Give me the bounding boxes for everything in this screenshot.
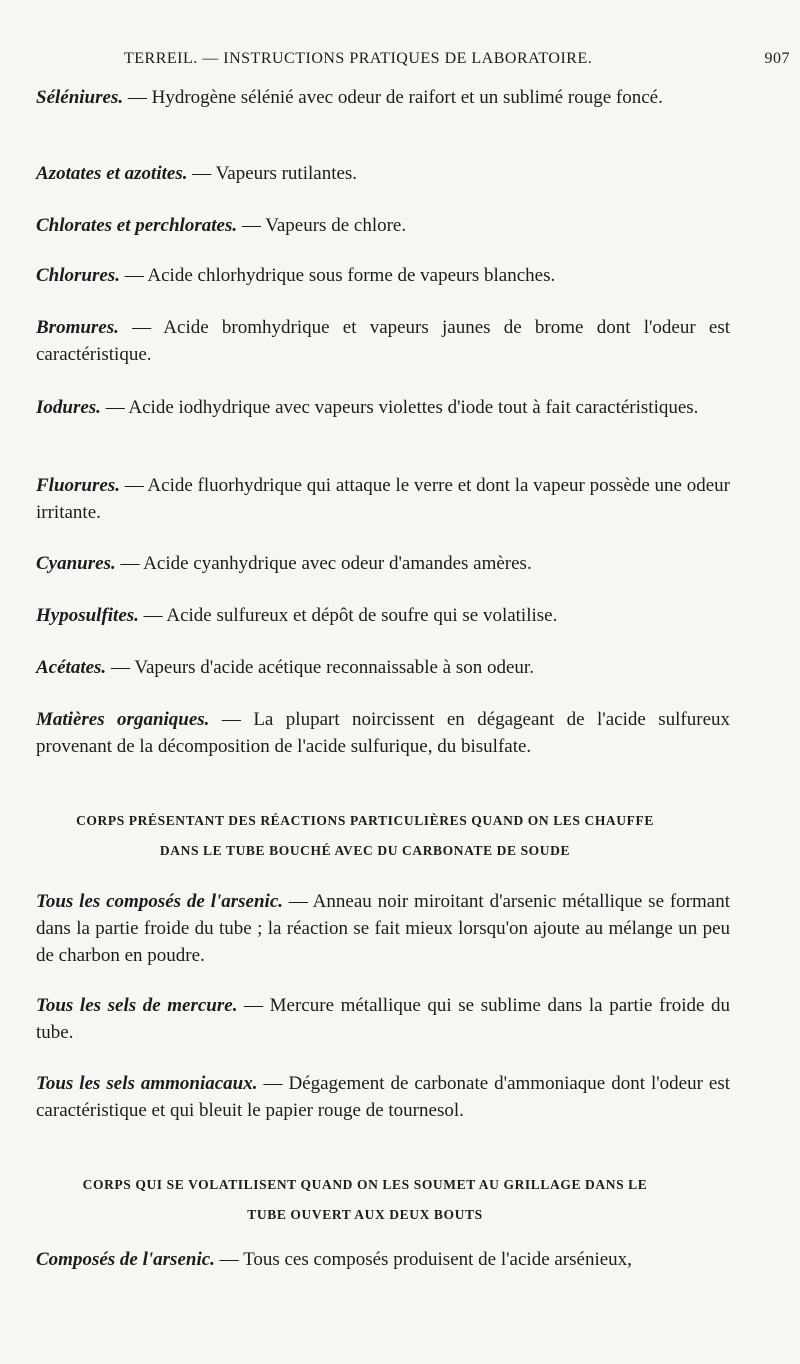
section-heading-line: DANS LE TUBE BOUCHÉ AVEC DU CARBONATE DE SOUDE — [159, 843, 571, 858]
entry-text: — Tous ces composés produisent de l'acide arsénieux, — [214, 1249, 632, 1270]
entry-text: — Hydrogène sélénié avec odeur de raifort et un sublimé rouge foncé. — [123, 87, 663, 108]
entry-text: — Acide fluorhydrique qui attaque le verre et dont la vapeur possède une odeur irritante. — [36, 475, 730, 523]
entry-term: Séléniures. — [36, 87, 124, 108]
section-heading-carbonate — [18, 806, 712, 866]
entry-azotates — [18, 160, 730, 187]
entry-acetates — [18, 654, 730, 681]
entry-term: Chlorates et perchlorates. — [36, 215, 238, 236]
entry-composes-arsenic — [18, 1246, 730, 1273]
entry-chlorures — [18, 262, 730, 289]
entry-iodures — [18, 394, 730, 421]
entry-term: Chlorures. — [36, 265, 120, 286]
entry-text: — Acide iodhydrique avec vapeurs violettes d'iode tout à fait caractéristiques. — [100, 397, 699, 418]
entry-text: — Vapeurs rutilantes. — [187, 163, 358, 184]
entry-text: — Acide sulfureux et dépôt de soufre qui se volatilise. — [138, 605, 558, 626]
entry-term: Iodures. — [36, 397, 101, 418]
entry-fluorures — [18, 472, 730, 526]
section-heading-line: TUBE OUVERT AUX DEUX BOUTS — [247, 1207, 483, 1222]
entry-ammoniacaux — [18, 1070, 730, 1124]
entry-arsenic-compounds — [18, 888, 730, 969]
section-heading-grillage — [18, 1170, 712, 1230]
entry-term: Cyanures. — [36, 553, 116, 574]
entry-term: Bromures. — [36, 317, 119, 338]
entry-term: Fluorures. — [36, 475, 120, 496]
entry-bromures — [18, 314, 730, 368]
section-heading-line: CORPS PRÉSENTANT DES RÉACTIONS PARTICULIÈRES QUAND ON LES CHAUFFE — [76, 813, 654, 828]
entry-text: — Acide bromhydrique et vapeurs jaunes de brome dont l'odeur est caractéristique. — [36, 317, 730, 365]
entry-matieres-organiques — [18, 706, 730, 760]
page-number: 907 — [764, 50, 790, 67]
entry-text: — Vapeurs de chlore. — [237, 215, 407, 236]
entry-mercure — [18, 992, 730, 1046]
entry-term: Tous les composés de l'arsenic. — [36, 891, 284, 912]
entry-term: Azotates et azotites. — [36, 163, 188, 184]
entry-seleniures — [18, 84, 730, 111]
section-heading-line: CORPS QUI SE VOLATILISENT QUAND ON LES SOUMET AU GRILLAGE DANS LE — [82, 1177, 648, 1192]
entry-term: Hyposulfites. — [36, 605, 139, 626]
entry-term: Tous les sels de mercure. — [36, 995, 238, 1016]
entry-hyposulfites — [18, 602, 730, 629]
entry-term: Composés de l'arsenic. — [36, 1249, 215, 1270]
entry-term: Matières organiques. — [36, 709, 210, 730]
entry-text: — Mercure métallique qui se sublime dans la partie froide du tube. — [36, 995, 731, 1043]
entry-text: — Vapeurs d'acide acétique reconnaissable à son odeur. — [106, 657, 534, 678]
entry-text: — Dégagement de carbonate d'ammoniaque dont l'odeur est caractéristique et qui bleuit le papier rouge de tournesol. — [36, 1073, 730, 1121]
entry-text: — Anneau noir miroitant d'arsenic métallique se formant dans la partie froide du tube ; la réaction se fait mieux lorsqu'on ajoute au mélange un peu de charbon en poudre. — [36, 891, 731, 966]
entry-chlorates — [18, 212, 730, 239]
entry-text: — La plupart noircissent en dégageant de l'acide sulfureux provenant de la décomposition de l'acide sulfurique, du bisulfate. — [36, 709, 730, 757]
entry-term: Tous les sels ammoniacaux. — [36, 1073, 258, 1094]
entry-text: — Acide cyanhydrique avec odeur d'amandes amères. — [115, 553, 532, 574]
entry-text: — Acide chlorhydrique sous forme de vapeurs blanches. — [119, 265, 556, 286]
entry-cyanures — [18, 550, 730, 577]
entry-term: Acétates. — [36, 657, 107, 678]
running-title: TERREIL. — INSTRUCTIONS PRATIQUES DE LABORATOIRE. — [124, 50, 593, 67]
